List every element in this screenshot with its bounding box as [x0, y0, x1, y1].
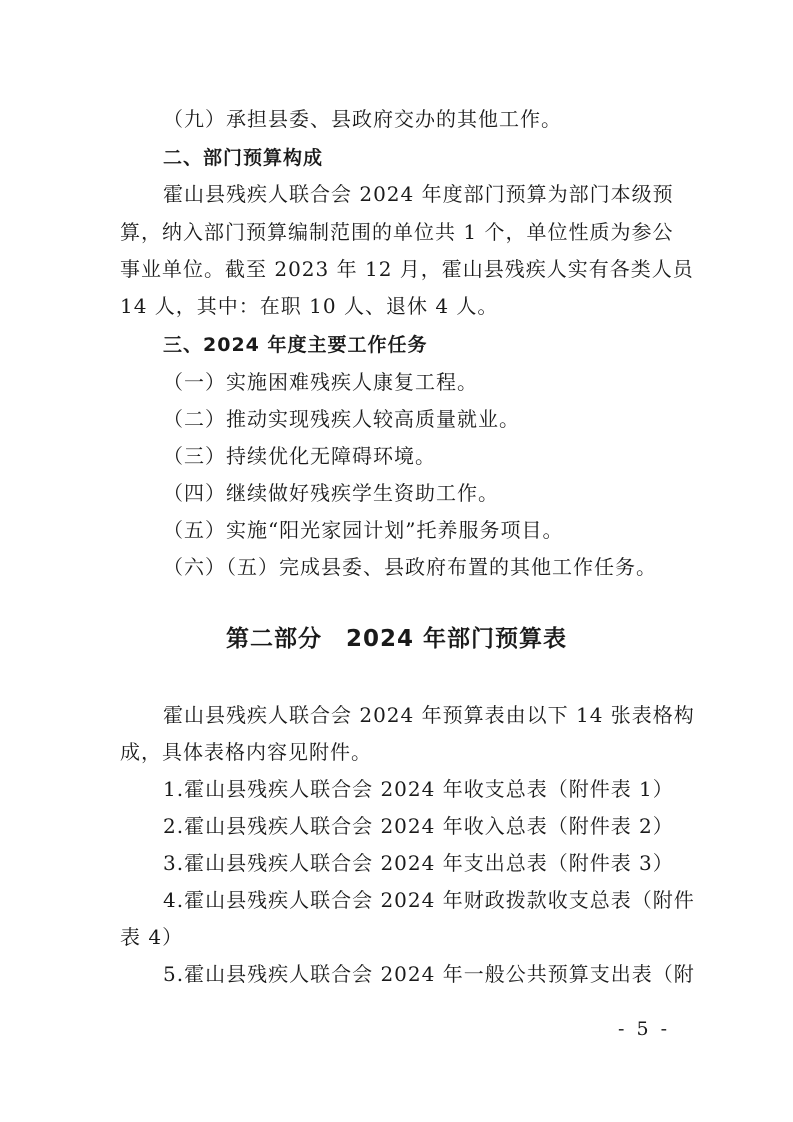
- table-list-item: 3.霍山县残疾人联合会 2024 年支出总表（附件表 3）: [163, 851, 674, 875]
- paragraph-line: 事业单位。截至 2023 年 12 月，霍山县残疾人实有各类人员: [120, 257, 694, 281]
- intro-line: 成，具体表格内容见附件。: [120, 740, 372, 764]
- task-item: （一）实施困难残疾人康复工程。: [163, 370, 478, 394]
- table-list-item-continuation: 表 4）: [120, 925, 184, 949]
- table-list-item: 2.霍山县残疾人联合会 2024 年收入总表（附件表 2）: [163, 814, 674, 838]
- paragraph-line: 霍山县残疾人联合会 2024 年度部门预算为部门本级预: [163, 182, 674, 206]
- section-three-heading: 三、2024 年度主要工作任务: [163, 334, 428, 356]
- task-item: （六）（五）完成县委、县政府布置的其他工作任务。: [163, 555, 657, 579]
- table-list-item: 5.霍山县残疾人联合会 2024 年一般公共预算支出表（附: [163, 962, 695, 986]
- section-one-item-9: （九）承担县委、县政府交办的其他工作。: [163, 107, 562, 131]
- paragraph-line: 14 人，其中：在职 10 人、退休 4 人。: [120, 294, 499, 318]
- intro-line: 霍山县残疾人联合会 2024 年预算表由以下 14 张表格构: [163, 703, 695, 727]
- task-item: （三）持续优化无障碍环境。: [163, 444, 436, 468]
- table-list-item: 4.霍山县残疾人联合会 2024 年财政拨款收支总表（附件: [163, 888, 695, 912]
- table-list-item: 1.霍山县残疾人联合会 2024 年收支总表（附件表 1）: [163, 777, 674, 801]
- task-item: （四）继续做好残疾学生资助工作。: [163, 481, 499, 505]
- part-two-title: 第二部分 2024 年部门预算表: [225, 626, 568, 652]
- task-item: （二）推动实现残疾人较高质量就业。: [163, 407, 520, 431]
- paragraph-line: 算，纳入部门预算编制范围的单位共 1 个，单位性质为参公: [120, 220, 674, 244]
- task-item: （五）实施“阳光家园计划”托养服务项目。: [163, 518, 564, 542]
- section-two-heading: 二、部门预算构成: [163, 147, 324, 169]
- page-number: - 5 -: [618, 1018, 671, 1040]
